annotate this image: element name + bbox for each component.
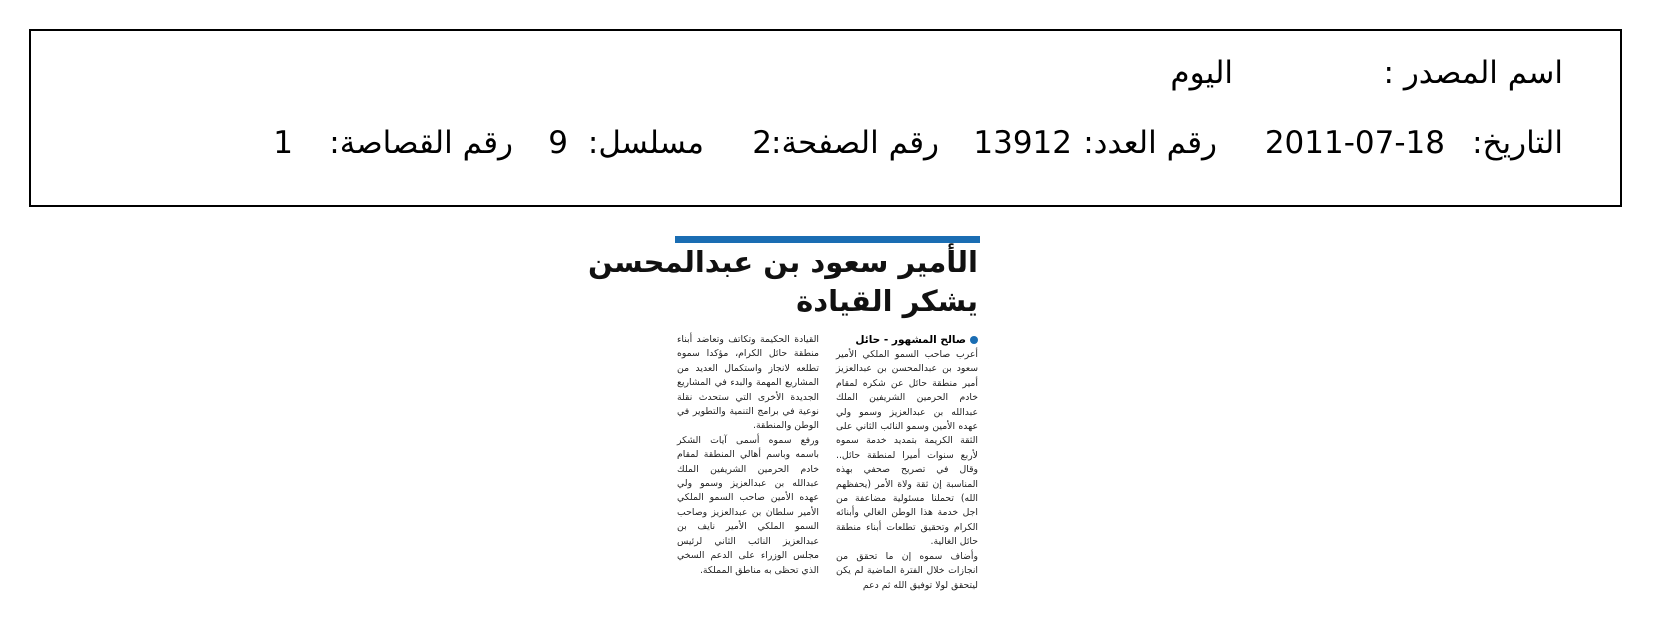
date-value: 2011-07-18 — [1264, 125, 1445, 161]
issue-label: رقم العدد: — [1083, 125, 1217, 161]
source-value: اليوم — [1170, 55, 1233, 91]
bullet-dot-icon — [970, 336, 978, 344]
serial-label: مسلسل: — [587, 125, 704, 161]
accent-rule — [675, 236, 980, 243]
date-label: التاريخ: — [1472, 125, 1563, 161]
headline-line-1: الأمير سعود بن عبدالمحسن — [588, 245, 978, 279]
byline-text: صالح المشهور - حائل — [855, 334, 966, 346]
source-label: اسم المصدر : — [1383, 55, 1563, 91]
page-label: رقم الصفحة: — [771, 125, 939, 161]
clip-value: 1 — [273, 125, 293, 161]
column-right-paragraph-1: أعرب صاحب السمو الملكي الأمير سعود بن عبدالمحسن بن عبدالعزيز أمير منطقة حائل عن شكره لمقام خادم الحرمين الشريفين الملك عبدالله بن عبدالعزيز وسمو ولي عهده الأمين وسمو النائب الثاني على الثقة الكريمة بتمديد خدمة سموه لأربع سنوات أميرا لمنطقة حائل.. وقال في تصريح صحفي بهذه المناسبة إن ثقة ولاة الأمر (يحفظهم الله) تحملنا مسئولية مضاعفة من اجل خدمة هذا الوطن الغالي وأبنائه الكرام وتحقيق تطلعات أبناء منطقة حائل الغالية. — [836, 349, 978, 548]
page-value: 2 — [752, 125, 772, 161]
issue-value: 13912 — [973, 125, 1072, 161]
column-left-paragraph-2: ورفع سموه أسمى آيات الشكر باسمه وباسم أهالي المنطقة لمقام خادم الحرمين الشريفين الملك عبدالله بن عبدالعزيز وسمو ولي عهده الأمين صاحب السمو الملكي الأمير سلطان بن عبدالعزيز وصاحب السمو الملكي الأمير نايف بن عبدالعزيز النائب الثاني لرئيس مجلس الوزراء على الدعم السخي الذي تحظى به مناطق المملكة. — [677, 434, 819, 576]
clip-label: رقم القصاصة: — [329, 125, 513, 161]
article-column-left — [677, 333, 819, 578]
serial-value: 9 — [548, 125, 568, 161]
article-column-right — [836, 348, 978, 593]
column-right-paragraph-2: وأضاف سموه إن ما تحقق من انجازات خلال الفترة الماضية لم يكن ليتحقق لولا توفيق الله ثم دعم — [836, 550, 978, 591]
metadata-box — [29, 29, 1622, 207]
column-left-paragraph-1: القيادة الحكيمة وتكاتف وتعاضد أبناء منطقة حائل الكرام، مؤكدا سموه تطلعه لانجاز واستكمال العديد من المشاريع المهمة والبدء في المشاريع الجديدة الأخرى التي ستحدث نقلة نوعية في برامج التنمية والتطوير في الوطن والمنطقة. — [677, 334, 819, 432]
byline — [855, 334, 978, 346]
news-clipping — [588, 236, 980, 606]
headline-line-2: يشكر القيادة — [796, 284, 978, 318]
